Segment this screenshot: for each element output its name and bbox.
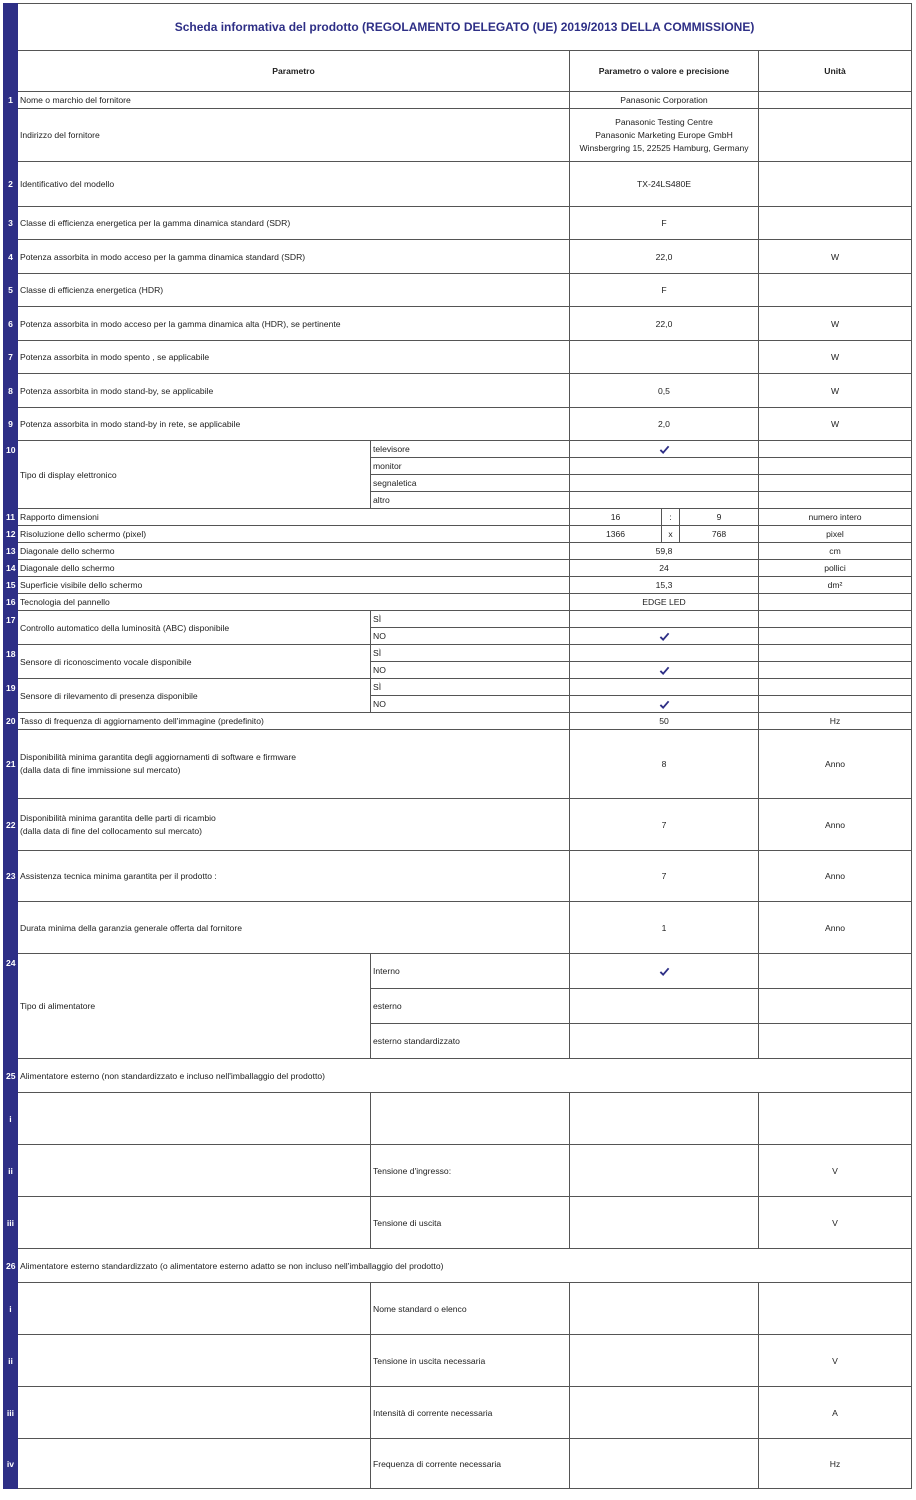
row-label: Diagonale dello schermo — [18, 560, 570, 577]
row-label: Potenza assorbita in modo acceso per la gamma dinamica standard (SDR) — [18, 240, 570, 274]
row-label: Classe di efficienza energetica (HDR) — [18, 274, 570, 307]
checkmark-icon — [659, 699, 670, 710]
product-info-table — [3, 3, 912, 1489]
row-unit: pollici — [759, 560, 912, 577]
row-number: 22 — [4, 799, 18, 851]
row-unit: W — [759, 307, 912, 341]
row-value: 1 — [570, 902, 759, 954]
row-number: 8 — [4, 374, 18, 408]
row-label: Potenza assorbita in modo stand-by in rete, se applicabile — [18, 408, 570, 441]
address-line: Panasonic Testing Centre — [615, 116, 713, 127]
option-check — [570, 628, 759, 645]
sub-unit: V — [759, 1335, 912, 1387]
option-label: televisore — [371, 441, 570, 458]
sub-label: Frequenza di corrente necessaria — [371, 1439, 570, 1489]
option-no: NO — [371, 662, 570, 679]
address-line: Winsbergring 15, 22525 Hamburg, Germany — [579, 142, 749, 153]
sub-number: iv — [4, 1439, 18, 1489]
sub-number: iii — [4, 1387, 18, 1439]
sheet-title: Scheda informativa del prodotto (REGOLAMENTO DELEGATO (UE) 2019/2013 DELLA COMMISSIONE) — [18, 4, 912, 51]
resolution-a: 1366 — [570, 526, 662, 543]
row-number: 13 — [4, 543, 18, 560]
option-check — [570, 662, 759, 679]
row-value: 15,3 — [570, 577, 759, 594]
row-unit: cm — [759, 543, 912, 560]
row-unit: W — [759, 374, 912, 408]
row-label: Tasso di frequenza di aggiornamento dell'immagine (predefinito) — [18, 713, 570, 730]
ratio-b: 9 — [680, 509, 759, 526]
option-no: NO — [371, 696, 570, 713]
sub-number: ii — [4, 1335, 18, 1387]
option-yes: SÌ — [371, 645, 570, 662]
row-unit: W — [759, 240, 912, 274]
row-number: 2 — [4, 162, 18, 207]
sub-unit: Hz — [759, 1439, 912, 1489]
row-unit: Anno — [759, 730, 912, 799]
row-label: Nome o marchio del fornitore — [18, 92, 570, 109]
section-label: Alimentatore esterno (non standardizzato e incluso nell'imballaggio del prodotto) — [18, 1059, 912, 1093]
checkmark-icon — [659, 665, 670, 676]
row-number: 4 — [4, 240, 18, 274]
row-number: 25 — [4, 1059, 18, 1093]
sub-number: ii — [4, 1145, 18, 1197]
option-label: Interno — [371, 954, 570, 989]
row-unit: Hz — [759, 713, 912, 730]
row-number: 26 — [4, 1249, 18, 1283]
row-value: 7 — [570, 851, 759, 902]
sub-unit: V — [759, 1145, 912, 1197]
row-label: Risoluzione dello schermo (pixel) — [18, 526, 570, 543]
sub-unit — [759, 1093, 912, 1145]
row-number: 9 — [4, 408, 18, 441]
sub-label: Tensione in uscita necessaria — [371, 1335, 570, 1387]
row-value: EDGE LED — [570, 594, 759, 611]
row-number: 19 — [4, 679, 18, 713]
row-label: Potenza assorbita in modo stand-by, se applicabile — [18, 374, 570, 408]
label-line: Disponibilità minima garantita delle parti di ricambio — [20, 812, 216, 823]
row-value: 59,8 — [570, 543, 759, 560]
sub-number: i — [4, 1283, 18, 1335]
option-label: segnaletica — [371, 475, 570, 492]
supplier-address — [570, 109, 759, 162]
row-label: Tecnologia del pannello — [18, 594, 570, 611]
row-label: Diagonale dello schermo — [18, 543, 570, 560]
checkmark-icon — [659, 444, 670, 455]
sub-label: Tensione d'ingresso: — [371, 1145, 570, 1197]
row-number: 17 — [4, 611, 18, 645]
option-label: esterno — [371, 989, 570, 1024]
row-value: 50 — [570, 713, 759, 730]
row-value: 22,0 — [570, 307, 759, 341]
option-check — [570, 696, 759, 713]
row-value: TX-24LS480E — [570, 162, 759, 207]
row-number: 20 — [4, 713, 18, 730]
row-label — [18, 730, 570, 799]
address-line: Panasonic Marketing Europe GmbH — [595, 129, 733, 140]
resolution-sep: x — [662, 526, 680, 543]
row-number: 5 — [4, 274, 18, 307]
row-value: 8 — [570, 730, 759, 799]
row-label: Tipo di alimentatore — [18, 954, 371, 1059]
row-value: 7 — [570, 799, 759, 851]
row-value: F — [570, 274, 759, 307]
row-number: 24 — [4, 954, 18, 1059]
row-number: 1 — [4, 92, 18, 109]
option-label: esterno standardizzato — [371, 1024, 570, 1059]
row-unit: dm² — [759, 577, 912, 594]
sub-label: Tensione di uscita — [371, 1197, 570, 1249]
row-unit: W — [759, 408, 912, 441]
row-unit: Anno — [759, 851, 912, 902]
ratio-sep: : — [662, 509, 680, 526]
checkmark-icon — [659, 966, 670, 977]
row-number: 21 — [4, 730, 18, 799]
row-label: Sensore di riconoscimento vocale disponibile — [18, 645, 371, 679]
row-value: Panasonic Corporation — [570, 92, 759, 109]
row-label — [18, 799, 570, 851]
header-value: Parametro o valore e precisione — [570, 51, 759, 92]
row-value: 22,0 — [570, 240, 759, 274]
row-value: 24 — [570, 560, 759, 577]
option-yes: SÌ — [371, 611, 570, 628]
sub-label — [371, 1093, 570, 1145]
label-line: (dalla data di fine del collocamento sul mercato) — [20, 825, 202, 836]
row-label: Sensore di rilevamento di presenza disponibile — [18, 679, 371, 713]
row-label: Tipo di display elettronico — [18, 441, 371, 509]
row-unit: W — [759, 341, 912, 374]
row-label: Assistenza tecnica minima garantita per il prodotto : — [18, 851, 570, 902]
row-number: 7 — [4, 341, 18, 374]
row-value: F — [570, 207, 759, 240]
header-param: Parametro — [18, 51, 570, 92]
sub-label: Intensità di corrente necessaria — [371, 1387, 570, 1439]
row-label: Durata minima della garanzia generale offerta dal fornitore — [18, 902, 570, 954]
row-number: 6 — [4, 307, 18, 341]
option-yes: SÌ — [371, 679, 570, 696]
section-label: Alimentatore esterno standardizzato (o alimentatore esterno adatto se non incluso nell'imballaggio del prodotto) — [18, 1249, 912, 1283]
row-unit: numero intero — [759, 509, 912, 526]
row-label: Rapporto dimensioni — [18, 509, 570, 526]
row-label: Identificativo del modello — [18, 162, 570, 207]
row-number: 23 — [4, 851, 18, 902]
sub-unit — [759, 1283, 912, 1335]
sub-unit: V — [759, 1197, 912, 1249]
option-label: altro — [371, 492, 570, 509]
sub-unit: A — [759, 1387, 912, 1439]
header-unit: Unità — [759, 51, 912, 92]
option-label: monitor — [371, 458, 570, 475]
row-label: Classe di efficienza energetica per la gamma dinamica standard (SDR) — [18, 207, 570, 240]
sub-label: Nome standard o elenco — [371, 1283, 570, 1335]
row-unit: Anno — [759, 902, 912, 954]
row-number: 16 — [4, 594, 18, 611]
checkmark-icon — [659, 631, 670, 642]
resolution-b: 768 — [680, 526, 759, 543]
row-number: 3 — [4, 207, 18, 240]
row-label: Potenza assorbita in modo acceso per la gamma dinamica alta (HDR), se pertinente — [18, 307, 570, 341]
option-check — [570, 954, 759, 989]
row-number: 10 — [4, 441, 18, 509]
row-number: 14 — [4, 560, 18, 577]
label-line: Disponibilità minima garantita degli aggiornamenti di software e firmware — [20, 752, 297, 762]
label-line: (dalla data di fine immissione sul mercato) — [20, 765, 181, 775]
row-label: Potenza assorbita in modo spento , se applicabile — [18, 341, 570, 374]
sub-number: iii — [4, 1197, 18, 1249]
row-value: 2,0 — [570, 408, 759, 441]
ratio-a: 16 — [570, 509, 662, 526]
row-number: 15 — [4, 577, 18, 594]
row-unit: Anno — [759, 799, 912, 851]
option-check — [570, 441, 759, 458]
sub-number: i — [4, 1093, 18, 1145]
row-number: 18 — [4, 645, 18, 679]
row-label: Indirizzo del fornitore — [18, 109, 570, 162]
row-number: 12 — [4, 526, 18, 543]
row-unit: pixel — [759, 526, 912, 543]
row-number: 11 — [4, 509, 18, 526]
row-label: Controllo automatico della luminosità (ABC) disponibile — [18, 611, 371, 645]
row-label: Superficie visibile dello schermo — [18, 577, 570, 594]
option-no: NO — [371, 628, 570, 645]
row-value: 0,5 — [570, 374, 759, 408]
